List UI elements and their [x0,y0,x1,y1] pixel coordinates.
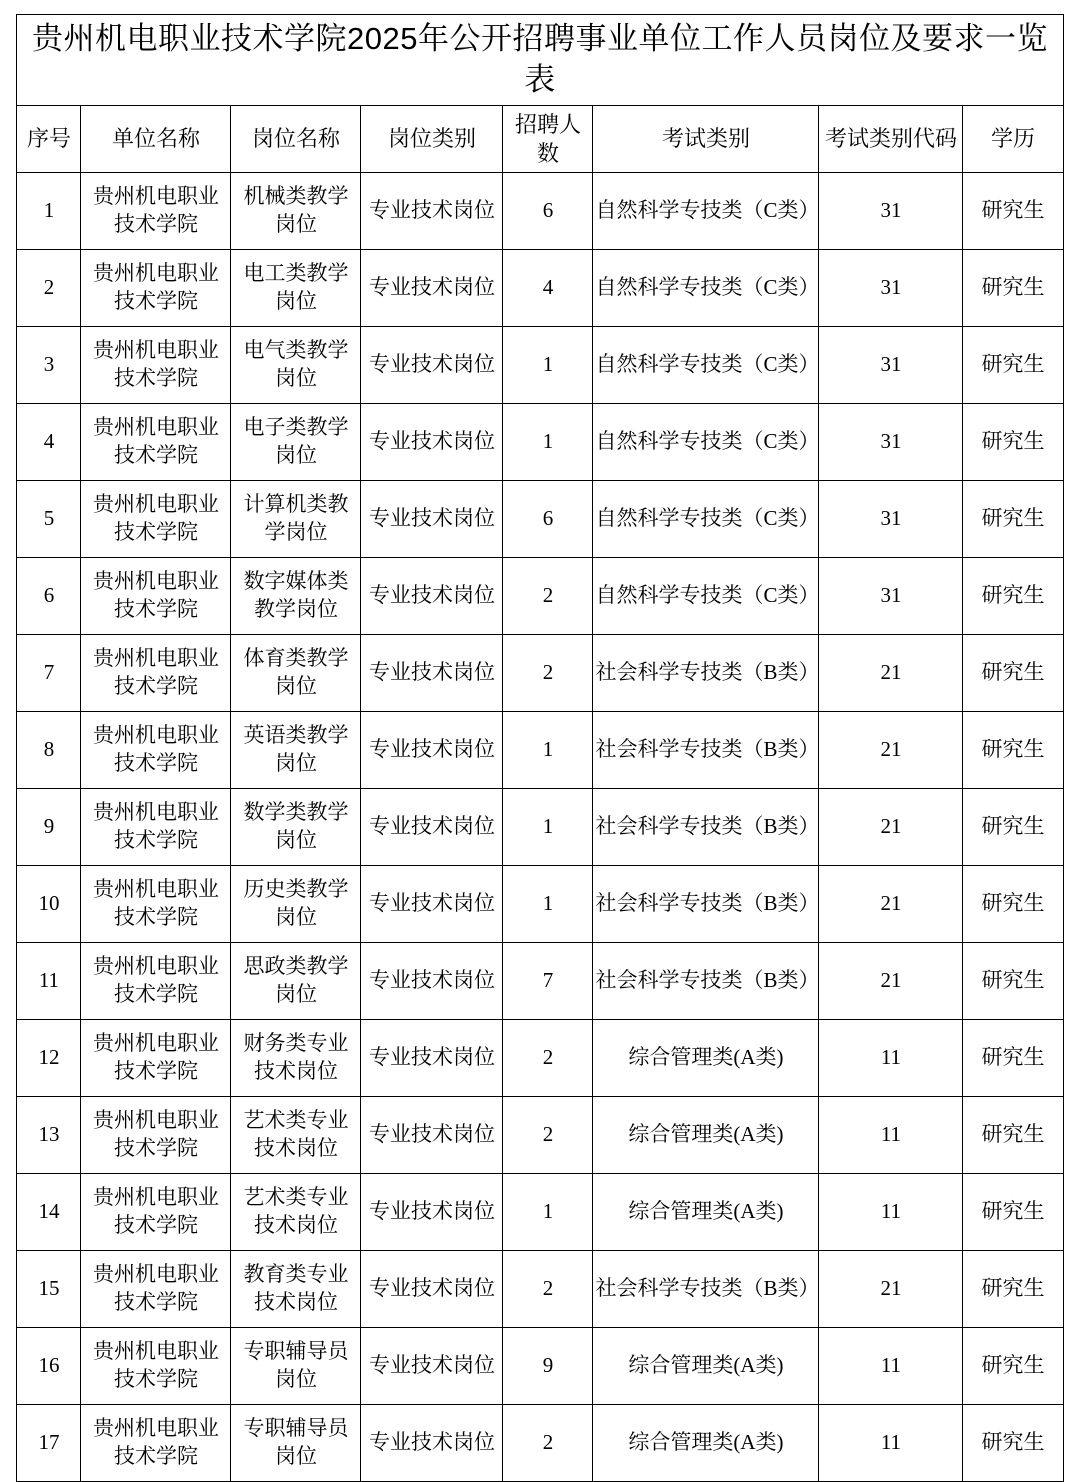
cell-code: 21 [819,865,963,942]
cell-num: 1 [503,711,593,788]
cell-post: 电子类教学岗位 [231,403,361,480]
column-header-seq: 序号 [17,105,81,172]
cell-type: 专业技术岗位 [361,865,503,942]
cell-num: 1 [503,403,593,480]
cell-exam: 综合管理类(A类) [593,1327,819,1404]
cell-type: 专业技术岗位 [361,788,503,865]
cell-post: 艺术类专业技术岗位 [231,1096,361,1173]
column-header-post: 岗位名称 [231,105,361,172]
cell-code: 21 [819,942,963,1019]
cell-code: 31 [819,480,963,557]
cell-edu: 研究生 [963,634,1063,711]
cell-num: 6 [503,480,593,557]
cell-post: 财务类专业技术岗位 [231,1019,361,1096]
cell-edu: 研究生 [963,172,1063,249]
cell-unit: 贵州机电职业技术学院 [81,1250,231,1327]
cell-unit: 贵州机电职业技术学院 [81,942,231,1019]
cell-unit: 贵州机电职业技术学院 [81,1173,231,1250]
cell-seq: 6 [17,557,81,634]
cell-edu: 研究生 [963,1096,1063,1173]
cell-type: 专业技术岗位 [361,403,503,480]
cell-num: 2 [503,1096,593,1173]
cell-code: 21 [819,788,963,865]
cell-unit: 贵州机电职业技术学院 [81,403,231,480]
cell-code: 31 [819,557,963,634]
cell-edu: 研究生 [963,711,1063,788]
table-row [17,942,1063,1019]
cell-type: 专业技术岗位 [361,1404,503,1481]
table-row [17,1096,1063,1173]
cell-post: 机械类教学岗位 [231,172,361,249]
table-row [17,865,1063,942]
cell-code: 31 [819,249,963,326]
cell-unit: 贵州机电职业技术学院 [81,711,231,788]
column-header-unit: 单位名称 [81,105,231,172]
cell-edu: 研究生 [963,1327,1063,1404]
cell-unit: 贵州机电职业技术学院 [81,1096,231,1173]
cell-unit: 贵州机电职业技术学院 [81,326,231,403]
cell-post: 专职辅导员岗位 [231,1404,361,1481]
cell-exam: 社会科学专技类（B类） [593,942,819,1019]
cell-seq: 2 [17,249,81,326]
cell-edu: 研究生 [963,1173,1063,1250]
cell-unit: 贵州机电职业技术学院 [81,1327,231,1404]
cell-type: 专业技术岗位 [361,711,503,788]
cell-seq: 3 [17,326,81,403]
table-row [17,634,1063,711]
cell-seq: 13 [17,1096,81,1173]
cell-unit: 贵州机电职业技术学院 [81,480,231,557]
cell-num: 2 [503,634,593,711]
table-row [17,1019,1063,1096]
cell-exam: 自然科学专技类（C类） [593,326,819,403]
cell-post: 数学类教学岗位 [231,788,361,865]
cell-post: 思政类教学岗位 [231,942,361,1019]
cell-unit: 贵州机电职业技术学院 [81,557,231,634]
cell-exam: 综合管理类(A类) [593,1019,819,1096]
cell-num: 6 [503,172,593,249]
cell-edu: 研究生 [963,865,1063,942]
cell-seq: 4 [17,403,81,480]
cell-seq: 16 [17,1327,81,1404]
cell-seq: 5 [17,480,81,557]
cell-exam: 社会科学专技类（B类） [593,788,819,865]
cell-edu: 研究生 [963,557,1063,634]
column-header-num: 招聘人数 [503,105,593,172]
cell-seq: 12 [17,1019,81,1096]
cell-seq: 9 [17,788,81,865]
cell-num: 1 [503,1173,593,1250]
cell-code: 11 [819,1019,963,1096]
cell-exam: 自然科学专技类（C类） [593,480,819,557]
title-row [17,15,1063,106]
page-title: 贵州机电职业技术学院2025年公开招聘事业单位工作人员岗位及要求一览表 [17,15,1063,106]
column-header-exam: 考试类别 [593,105,819,172]
cell-exam: 社会科学专技类（B类） [593,711,819,788]
cell-type: 专业技术岗位 [361,557,503,634]
cell-unit: 贵州机电职业技术学院 [81,788,231,865]
cell-edu: 研究生 [963,326,1063,403]
cell-post: 专职辅导员岗位 [231,1327,361,1404]
cell-post: 教育类专业技术岗位 [231,1250,361,1327]
table-row [17,403,1063,480]
cell-post: 数字媒体类教学岗位 [231,557,361,634]
cell-post: 电气类教学岗位 [231,326,361,403]
cell-post: 英语类教学岗位 [231,711,361,788]
cell-num: 2 [503,1404,593,1481]
cell-post: 历史类教学岗位 [231,865,361,942]
cell-num: 4 [503,249,593,326]
table-row [17,1250,1063,1327]
cell-seq: 7 [17,634,81,711]
cell-edu: 研究生 [963,480,1063,557]
table-row [17,1404,1063,1481]
cell-type: 专业技术岗位 [361,172,503,249]
cell-type: 专业技术岗位 [361,249,503,326]
cell-num: 1 [503,326,593,403]
cell-code: 11 [819,1327,963,1404]
cell-post: 体育类教学岗位 [231,634,361,711]
cell-exam: 自然科学专技类（C类） [593,403,819,480]
table-header-row [17,105,1063,172]
cell-code: 31 [819,172,963,249]
cell-seq: 14 [17,1173,81,1250]
cell-type: 专业技术岗位 [361,634,503,711]
cell-type: 专业技术岗位 [361,942,503,1019]
cell-post: 计算机类教学岗位 [231,480,361,557]
column-header-type: 岗位类别 [361,105,503,172]
table-row [17,788,1063,865]
cell-unit: 贵州机电职业技术学院 [81,172,231,249]
column-header-edu: 学历 [963,105,1063,172]
cell-num: 2 [503,1250,593,1327]
cell-seq: 8 [17,711,81,788]
table-row [17,172,1063,249]
table-row [17,557,1063,634]
table-row [17,326,1063,403]
recruitment-table [16,14,1063,1482]
table-row [17,711,1063,788]
cell-exam: 综合管理类(A类) [593,1173,819,1250]
cell-edu: 研究生 [963,1250,1063,1327]
cell-edu: 研究生 [963,403,1063,480]
cell-edu: 研究生 [963,1404,1063,1481]
cell-exam: 社会科学专技类（B类） [593,1250,819,1327]
cell-exam: 自然科学专技类（C类） [593,557,819,634]
cell-post: 艺术类专业技术岗位 [231,1173,361,1250]
cell-num: 2 [503,557,593,634]
table-row [17,1173,1063,1250]
cell-num: 1 [503,788,593,865]
cell-type: 专业技术岗位 [361,480,503,557]
cell-code: 31 [819,403,963,480]
cell-seq: 17 [17,1404,81,1481]
cell-edu: 研究生 [963,788,1063,865]
cell-code: 21 [819,634,963,711]
cell-type: 专业技术岗位 [361,1096,503,1173]
table-row [17,249,1063,326]
cell-seq: 10 [17,865,81,942]
cell-unit: 贵州机电职业技术学院 [81,865,231,942]
cell-seq: 15 [17,1250,81,1327]
cell-num: 1 [503,865,593,942]
cell-code: 11 [819,1173,963,1250]
cell-type: 专业技术岗位 [361,1173,503,1250]
cell-unit: 贵州机电职业技术学院 [81,634,231,711]
cell-post: 电工类教学岗位 [231,249,361,326]
cell-code: 11 [819,1404,963,1481]
cell-seq: 11 [17,942,81,1019]
cell-type: 专业技术岗位 [361,1019,503,1096]
cell-edu: 研究生 [963,942,1063,1019]
cell-unit: 贵州机电职业技术学院 [81,1404,231,1481]
cell-edu: 研究生 [963,1019,1063,1096]
cell-exam: 社会科学专技类（B类） [593,865,819,942]
cell-exam: 社会科学专技类（B类） [593,634,819,711]
cell-type: 专业技术岗位 [361,1250,503,1327]
cell-unit: 贵州机电职业技术学院 [81,1019,231,1096]
cell-exam: 自然科学专技类（C类） [593,172,819,249]
cell-num: 7 [503,942,593,1019]
cell-num: 9 [503,1327,593,1404]
cell-code: 11 [819,1096,963,1173]
cell-code: 21 [819,711,963,788]
cell-num: 2 [503,1019,593,1096]
table-row [17,1327,1063,1404]
cell-seq: 1 [17,172,81,249]
cell-unit: 贵州机电职业技术学院 [81,249,231,326]
cell-type: 专业技术岗位 [361,1327,503,1404]
cell-type: 专业技术岗位 [361,326,503,403]
column-header-code: 考试类别代码 [819,105,963,172]
cell-edu: 研究生 [963,249,1063,326]
document-page [0,14,1080,1482]
cell-exam: 自然科学专技类（C类） [593,249,819,326]
cell-exam: 综合管理类(A类) [593,1096,819,1173]
cell-exam: 综合管理类(A类) [593,1404,819,1481]
cell-code: 31 [819,326,963,403]
cell-code: 21 [819,1250,963,1327]
table-row [17,480,1063,557]
